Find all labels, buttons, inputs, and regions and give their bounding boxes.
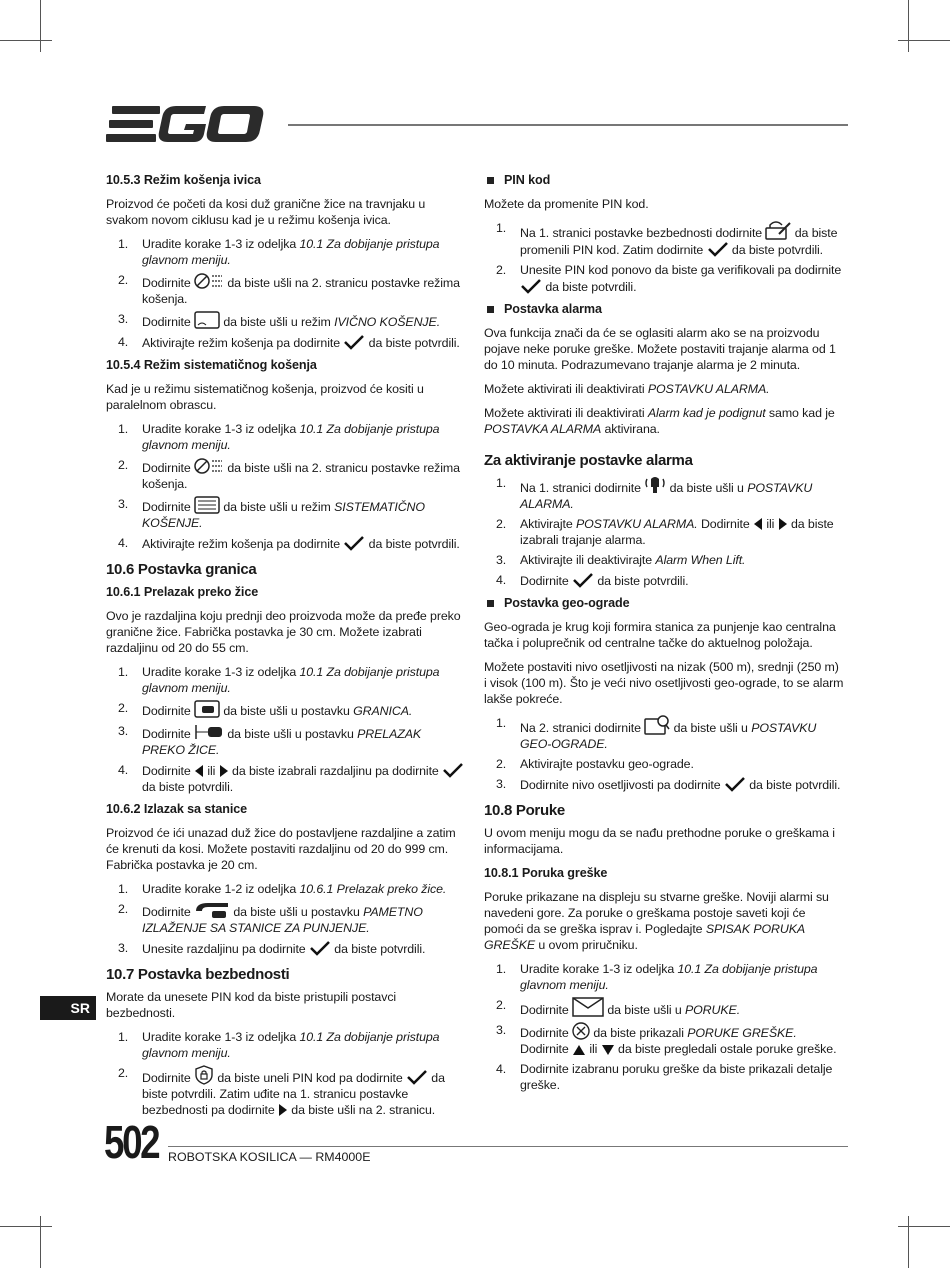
list-item: 2. Aktivirajte POSTAVKU ALARMA. Dodirnite ili da biste izabrali trajanje alarma.: [496, 517, 834, 547]
list-item: 1. Uradite korake 1-3 iz odeljka 10.1 Za dobijanje pristupa glavnom meniju.: [496, 962, 818, 992]
edge-mow-icon: [194, 311, 220, 329]
list-item: 2. Aktivirajte postavku geo-ograde.: [496, 757, 694, 771]
list-item: 3. Dodirnite da biste ušli u postavku PRELAZAK PREKO ŽICE.: [118, 724, 422, 757]
list-item: 1. Uradite korake 1-3 iz odeljka 10.1 Za dobijanje pristupa glavnom meniju.: [118, 422, 440, 452]
header-rule: [288, 124, 848, 126]
wire-crossing-icon: [194, 723, 224, 741]
crop-mark: [0, 1226, 52, 1227]
list-item: 1. Na 1. stranici postavke bezbednosti dodirnite da biste promenili PIN kod. Zatim dodirnite da biste potvrdili.: [496, 221, 838, 257]
bullet-heading: Postavka alarma: [484, 301, 844, 317]
crop-mark: [0, 40, 52, 41]
list-item: 3. Dodirnite da biste ušli u režim SISTEMATIČNO KOŠENJE.: [118, 497, 425, 530]
systematic-mow-icon: [194, 496, 220, 514]
boundary-icon: [194, 700, 220, 718]
list-item: 1. Uradite korake 1-2 iz odeljka 10.6.1 Prelazak preko žice.: [118, 882, 447, 896]
paragraph: U ovom meniju mogu da se nađu prethodne poruke o greškama i informacijama.: [484, 826, 835, 856]
list-item: 3. Aktivirajte ili deaktivirajte Alarm When Lift.: [496, 553, 746, 567]
arrow-up-icon: [572, 1044, 586, 1056]
station-exit-icon: [194, 901, 230, 919]
steps-list: [106, 1029, 466, 1118]
list-item: 4. Aktivirajte režim košenja pa dodirnite da biste potvrdili.: [118, 335, 460, 350]
crop-mark: [908, 0, 909, 52]
footer-product: ROBOTSKA KOSILICA — RM4000E: [168, 1150, 371, 1164]
list-item: 4. Dodirnite izabranu poruku greške da biste prikazali detalje greške.: [496, 1062, 833, 1092]
list-item: 4. Dodirnite da biste potvrdili.: [496, 573, 689, 588]
checkmark-icon: [309, 940, 331, 956]
list-item: 2. Dodirnite da biste ušli na 2. stranicu postavke režima košenja.: [118, 458, 460, 491]
checkmark-icon: [442, 762, 464, 778]
checkmark-icon: [520, 278, 542, 294]
steps-list: [484, 220, 844, 295]
checkmark-icon: [707, 241, 729, 257]
bullet-heading: PIN kod: [484, 172, 844, 188]
list-item: 2. Unesite PIN kod ponovo da biste ga verifikovali pa dodirnite da biste potvrdili.: [496, 263, 842, 294]
paragraph: Proizvod će ići unazad duž žice do postavljene razdaljine a zatim će krenuti da kosi. Možete postaviti razdaljinu od 20 do 999 cm. Fabrička postavka je 20 cm.: [106, 826, 456, 872]
list-item: 2. Dodirnite da biste ušli u postavku PAMETNO IZLAŽENJE SA STANICE ZA PUNJENJE.: [118, 902, 423, 935]
crop-mark: [898, 1226, 950, 1227]
bullet-heading: Postavka geo-ograde: [484, 595, 844, 611]
language-tab: SR: [40, 996, 96, 1020]
section-heading: 10.8 Poruke: [484, 802, 565, 819]
steps-list: [106, 664, 466, 795]
steps-list: [106, 236, 466, 351]
left-column: [106, 168, 466, 1124]
right-column: [484, 168, 844, 1099]
section-heading: 10.7 Postavka bezbednosti: [106, 966, 290, 983]
edit-pin-icon: [765, 220, 791, 240]
mow-mode-icon: [194, 457, 224, 475]
paragraph: Možete aktivirati ili deaktivirati Alarm kad je podignut samo kad je POSTAVKA ALARMA aktivirana.: [484, 406, 835, 436]
paragraph: Geo-ograda je krug koji formira stanica za punjenje kao centralna tačka i poluprečnik od centralne tačke do aktuelnog položaja.: [484, 620, 836, 650]
section-title: 10.6.2 Izlazak sa stanice: [106, 802, 248, 816]
message-icon: [572, 997, 604, 1017]
geo-fence-icon: [644, 715, 670, 735]
paragraph: Možete postaviti nivo osetljivosti na nizak (500 m), srednji (250 m) i visok (100 m). Što je veći nivo osetljivosti geo-ograde, to se alarm lakše pokreće.: [484, 660, 844, 706]
list-item: 3. Dodirnite nivo osetljivosti pa dodirnite da biste potvrdili.: [496, 777, 841, 792]
list-item: 2. Dodirnite da biste ušli u PORUKE.: [496, 998, 741, 1017]
steps-list: [484, 961, 844, 1093]
steps-list: [106, 881, 466, 957]
crop-mark: [898, 40, 950, 41]
steps-list: [484, 475, 844, 589]
arrow-left-icon: [194, 764, 204, 778]
list-item: 2. Dodirnite da biste ušli u postavku GRANICA.: [118, 701, 413, 718]
checkmark-icon: [724, 776, 746, 792]
arrow-right-icon: [219, 764, 229, 778]
list-item: 1. Na 2. stranici dodirnite da biste ušli u POSTAVKU GEO-OGRADE.: [496, 716, 817, 751]
section-heading: 10.6 Postavka granica: [106, 561, 257, 578]
list-item: 2. Dodirnite da biste uneli PIN kod pa dodirnite da biste potvrdili. Zatim uđite na 1. stranicu postavke bezbednosti pa dodirnite da biste ušli na 2. stranicu.: [118, 1066, 445, 1117]
paragraph: Možete aktivirati ili deaktivirati POSTAVKU ALARMA.: [484, 382, 770, 396]
steps-list: [484, 715, 844, 793]
list-item: 1. Uradite korake 1-3 iz odeljka 10.1 Za dobijanje pristupa glavnom meniju.: [118, 237, 440, 267]
list-item: 2. Dodirnite da biste ušli na 2. stranicu postavke režima košenja.: [118, 273, 460, 306]
crop-mark: [40, 1216, 41, 1268]
crop-mark: [908, 1216, 909, 1268]
paragraph: Proizvod će početi da kosi duž granične žice na travnjaku u svakom novom ciklusu kad je u režimu košenja ivica.: [106, 197, 426, 227]
section-title: 10.5.4 Režim sistematičnog košenja: [106, 358, 317, 372]
paragraph: Ova funkcija znači da će se oglasiti alarm ako se na proizvodu pojave neke poruke greške. Možete postaviti trajanje alarma od 1 do 10 minuta. Podrazumevano trajanje alarma je 2 minuta.: [484, 326, 836, 372]
list-item: 1. Uradite korake 1-3 iz odeljka 10.1 Za dobijanje pristupa glavnom meniju.: [118, 1030, 440, 1060]
list-item: 4. Aktivirajte režim košenja pa dodirnite da biste potvrdili.: [118, 536, 460, 551]
paragraph: Morate da unesete PIN kod da biste pristupili postavci bezbednosti.: [106, 990, 397, 1020]
section-title: 10.5.3 Režim košenja ivica: [106, 173, 261, 187]
list-item: 1. Uradite korake 1-3 iz odeljka 10.1 Za dobijanje pristupa glavnom meniju.: [118, 665, 440, 695]
alarm-icon: [644, 475, 666, 495]
ego-logo: [106, 102, 278, 146]
paragraph: Kad je u režimu sistematičnog košenja, proizvod će kositi u paralelnom obrascu.: [106, 382, 424, 412]
section-title: 10.8.1 Poruka greške: [484, 866, 608, 880]
checkmark-icon: [572, 572, 594, 588]
steps-list: [106, 421, 466, 552]
paragraph: Poruke prikazane na displeju su stvarne greške. Noviji alarmi su navedeni gore. Za poruke o greškama postoje saveti koji će pomoći da se greška isprav i. Pogledajte SPISAK PORUKA GREŠKE u ovom priručniku.: [484, 890, 829, 952]
error-icon: [572, 1022, 590, 1040]
paragraph: Možete da promenite PIN kod.: [484, 197, 649, 211]
mow-mode-icon: [194, 272, 224, 290]
list-item: 4. Dodirnite ili da biste izabrali razdaljinu pa dodirnite da biste potvrdili.: [106, 762, 466, 795]
checkmark-icon: [343, 334, 365, 350]
section-title: 10.6.1 Prelazak preko žice: [106, 585, 259, 599]
section-heading: Za aktiviranje postavke alarma: [484, 452, 693, 469]
arrow-left-icon: [753, 517, 763, 531]
checkmark-icon: [406, 1069, 428, 1085]
arrow-down-icon: [601, 1044, 615, 1056]
footer-rule: [168, 1146, 848, 1147]
crop-mark: [40, 0, 41, 52]
lock-shield-icon: [194, 1065, 214, 1085]
arrow-right-icon: [778, 517, 788, 531]
checkmark-icon: [343, 535, 365, 551]
list-item: 3. Unesite razdaljinu pa dodirnite da biste potvrdili.: [118, 941, 426, 956]
list-item: 3. Dodirnite da biste ušli u režim IVIČNO KOŠENJE.: [118, 312, 441, 329]
list-item: 3. Dodirnite da biste prikazali PORUKE GREŠKE. Dodirnite ili da biste pregledali ostale poruke greške.: [496, 1023, 837, 1056]
arrow-right-icon: [278, 1103, 288, 1117]
list-item: 1. Na 1. stranici dodirnite da biste ušli u POSTAVKU ALARMA.: [496, 476, 813, 511]
paragraph: Ovo je razdaljina koju prednji deo proizvoda može da pređe preko granične žice. Fabrička postavka je 30 cm. Možete izabrati razdaljinu od 20 do 55 cm.: [106, 609, 461, 655]
page-number: 502: [104, 1116, 159, 1168]
